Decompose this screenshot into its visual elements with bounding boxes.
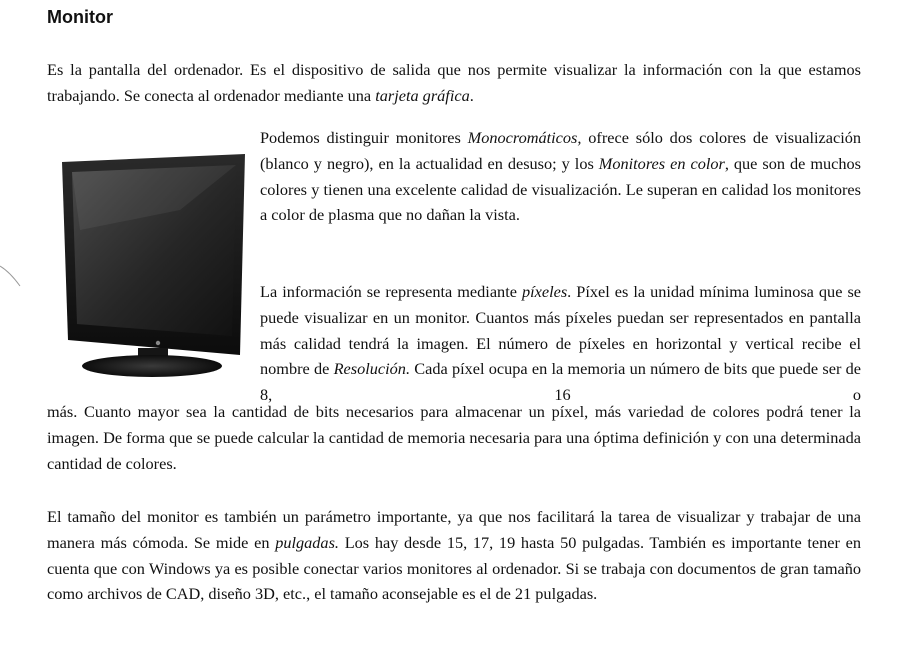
monitor-types-paragraph (260, 125, 861, 228)
types-text-1: Podemos distinguir monitores (260, 128, 468, 147)
pixels-term-resolucion: Resolución. (333, 359, 411, 379)
pixels-text-3: Cada píxel ocupa en la memoria un número de bits que puede ser de 8, 16 o (260, 359, 861, 405)
section-title: Monitor (47, 7, 113, 27)
pixels-text-4: más. Cuanto mayor sea la cantidad de bits necesarios para almacenar un píxel, más variedad de colores podrá tener la imagen. De forma que se puede calcular la cantidad de memoria necesaria para una óptima definición y con una determinada cantidad de colores. (47, 402, 861, 473)
types-text-3: , que son de muchos colores y tienen una excelente calidad de visualización. Le superan en calidad los monitores a color de plasma que no dañan la vista. (260, 153, 862, 225)
size-text-2: Los hay desde 15, 17, 19 hasta 50 pulgadas. También es importante tener en cuenta que con Windows ya es posible conectar varios monitores al ordenador. Si se trabaja con documentos de gran tamaño como archivos de CAD, diseño 3D, etc., el tamaño aconsejable es el de 21 pulgadas. (47, 532, 861, 604)
pixels-paragraph-continuation (47, 399, 861, 476)
intro-term-tarjeta-grafica: tarjeta gráfica (375, 85, 470, 105)
types-text-2: ofrece sólo dos colores de visualización (blanco y negro), en la actualidad en desuso; y los (260, 128, 861, 173)
pixels-text-2: . Píxel es la unidad mínima luminosa que se puede visualizar en un monitor. Cuantos más píxeles puedan ser representados en pantalla más calidad tendrá la imagen. El número de píxeles en horizontal y vertical recibe el nombre de (260, 282, 862, 379)
size-term-pulgadas: pulgadas. (275, 532, 339, 552)
scan-edge-mark (0, 262, 22, 292)
pixels-term-pixeles: píxeles (521, 282, 568, 301)
size-paragraph (47, 504, 861, 607)
pixels-text-1: La información se representa mediante (260, 282, 522, 301)
types-term-monitores-color: Monitores en color (598, 153, 725, 173)
monitor-icon (40, 150, 250, 382)
pixels-paragraph (260, 279, 861, 408)
intro-text-1: Es la pantalla del ordenador. Es el dispositivo de salida que nos permite visualizar la información con la que estamos trabajando. Se conecta al ordenador mediante una (47, 60, 861, 105)
intro-text-2: . (469, 85, 474, 105)
intro-paragraph (47, 57, 861, 109)
size-text-1: El tamaño del monitor es también un parámetro importante, ya que nos facilitará la tarea de visualizar y trabajar de una manera más cómoda. Se mide en (47, 507, 861, 552)
types-term-monocromaticos: Monocromáticos, (467, 128, 582, 147)
